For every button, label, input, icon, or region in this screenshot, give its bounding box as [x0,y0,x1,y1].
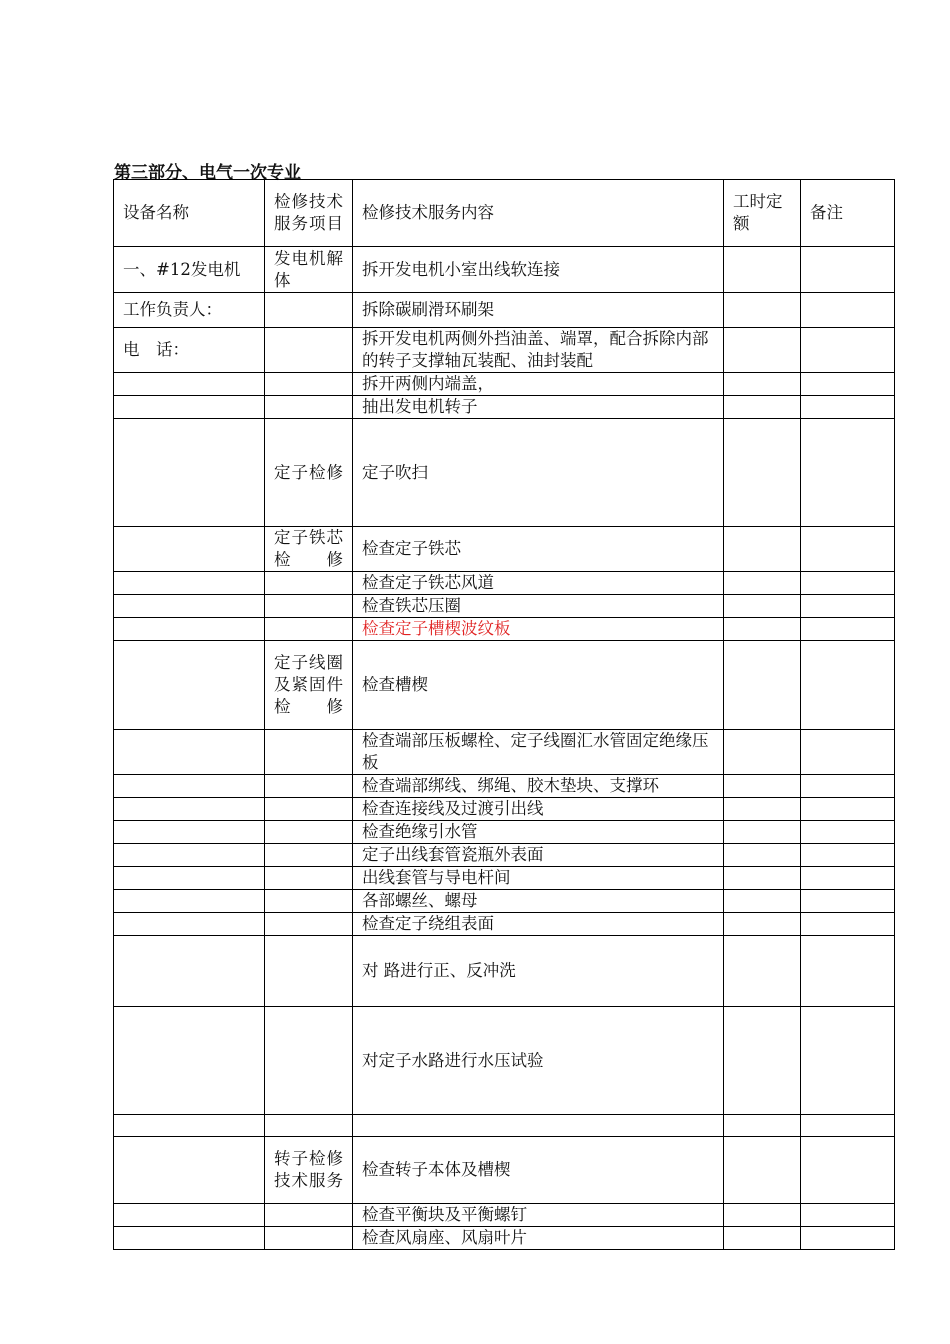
note-cell [801,328,895,373]
item-cell [265,775,353,798]
device-cell [114,913,265,936]
device-cell [114,527,265,572]
device-cell [114,572,265,595]
content-cell: 定子吹扫 [353,419,724,527]
note-cell [801,1007,895,1115]
quota-cell [724,730,801,775]
quota-cell [724,1007,801,1115]
device-cell [114,821,265,844]
item-cell [265,936,353,1007]
device-cell [114,1204,265,1227]
device-cell [114,890,265,913]
table-row [114,775,895,798]
item-cell [265,798,353,821]
content-cell: 检查转子本体及槽楔 [353,1137,724,1204]
note-cell [801,618,895,641]
quota-cell [724,1204,801,1227]
table-row [114,527,895,572]
table-row [114,913,895,936]
item-cell [265,595,353,618]
table-row [114,572,895,595]
item-cell [265,730,353,775]
quota-cell [724,1227,801,1250]
content-cell: 检查端部绑线、绑绳、胶木垫块、支撑环 [353,775,724,798]
content-cell: 检查定子绕组表面 [353,913,724,936]
quota-cell [724,798,801,821]
item-cell [265,890,353,913]
quota-cell [724,373,801,396]
content-cell: 拆开两侧内端盖， [353,373,724,396]
table-row [114,730,895,775]
table-header-row [114,180,895,247]
content-cell: 检查端部压板螺栓、定子线圈汇水管固定绝缘压板 [353,730,724,775]
quota-cell [724,913,801,936]
header-content: 检修技术服务内容 [353,180,724,247]
quota-cell [724,890,801,913]
content-cell: 检查定子槽楔波纹板 [353,618,724,641]
note-cell [801,641,895,730]
note-cell [801,527,895,572]
content-cell: 检查连接线及过渡引出线 [353,798,724,821]
content-cell: 检查定子铁芯风道 [353,572,724,595]
content-cell: 检查定子铁芯 [353,527,724,572]
section-heading: 第三部分、电气一次专业 [114,163,301,183]
table-row [114,641,895,730]
item-cell: 转子检修技术服务 [265,1137,353,1204]
header-quota: 工时定额 [724,180,801,247]
device-cell [114,595,265,618]
content-cell [353,1115,724,1137]
item-cell [265,821,353,844]
quota-cell [724,618,801,641]
table-row [114,328,895,373]
table-row [114,1007,895,1115]
table-row [114,890,895,913]
table-row [114,1137,895,1204]
device-cell [114,844,265,867]
note-cell [801,730,895,775]
quota-cell [724,527,801,572]
content-cell: 检查风扇座、风扇叶片 [353,1227,724,1250]
note-cell [801,373,895,396]
content-cell: 抽出发电机转子 [353,396,724,419]
item-cell [265,844,353,867]
note-cell [801,913,895,936]
device-cell: 电 话： [114,328,265,373]
note-cell [801,1227,895,1250]
table-row [114,1115,895,1137]
item-cell [265,618,353,641]
quota-cell [724,844,801,867]
item-cell: 定子铁芯检修 [265,527,353,572]
content-cell: 定子出线套管瓷瓶外表面 [353,844,724,867]
content-cell: 拆除碳刷滑环刷架 [353,293,724,328]
item-cell [265,867,353,890]
note-cell [801,293,895,328]
device-cell [114,798,265,821]
table-row [114,396,895,419]
device-cell [114,936,265,1007]
item-cell [265,1115,353,1137]
note-cell [801,890,895,913]
quota-cell [724,821,801,844]
table-row [114,798,895,821]
device-cell [114,373,265,396]
device-cell [114,867,265,890]
device-cell [114,775,265,798]
table-row [114,844,895,867]
content-cell: 拆开发电机两侧外挡油盖、端罩，配合拆除内部的转子支撑轴瓦装配、油封装配 [353,328,724,373]
content-cell: 检查绝缘引水管 [353,821,724,844]
note-cell [801,1137,895,1204]
content-cell: 对 路进行正、反冲洗 [353,936,724,1007]
table-row [114,618,895,641]
device-cell [114,730,265,775]
device-cell [114,396,265,419]
device-cell [114,1227,265,1250]
table-body [114,180,895,1250]
quota-cell [724,247,801,293]
content-cell: 各部螺丝、螺母 [353,890,724,913]
note-cell [801,572,895,595]
quota-cell [724,293,801,328]
table-row [114,419,895,527]
table-row [114,867,895,890]
item-cell [265,913,353,936]
quota-cell [724,1115,801,1137]
item-cell: 定子线圈及紧固件检修 [265,641,353,730]
quota-cell [724,641,801,730]
note-cell [801,247,895,293]
note-cell [801,419,895,527]
maintenance-table [113,179,895,1250]
device-cell [114,1137,265,1204]
table-row [114,595,895,618]
item-cell: 发电机解体 [265,247,353,293]
content-cell: 拆开发电机小室出线软连接 [353,247,724,293]
note-cell [801,1115,895,1137]
quota-cell [724,328,801,373]
table-row [114,936,895,1007]
item-cell [265,328,353,373]
quota-cell [724,595,801,618]
note-cell [801,936,895,1007]
device-cell [114,419,265,527]
note-cell [801,595,895,618]
device-cell [114,1007,265,1115]
item-cell [265,1227,353,1250]
quota-cell [724,936,801,1007]
content-cell: 出线套管与导电杆间 [353,867,724,890]
note-cell [801,775,895,798]
header-item: 检修技术服务项目 [265,180,353,247]
note-cell [801,1204,895,1227]
content-cell: 检查铁芯压圈 [353,595,724,618]
device-cell [114,1115,265,1137]
item-cell [265,1007,353,1115]
table-row [114,821,895,844]
note-cell [801,396,895,419]
item-cell [265,572,353,595]
device-cell: 工作负责人： [114,293,265,328]
content-cell: 对定子水路进行水压试验 [353,1007,724,1115]
table-row [114,247,895,293]
quota-cell [724,396,801,419]
quota-cell [724,775,801,798]
table-row [114,293,895,328]
quota-cell [724,1137,801,1204]
note-cell [801,867,895,890]
quota-cell [724,419,801,527]
note-cell [801,844,895,867]
header-device: 设备名称 [114,180,265,247]
device-cell [114,618,265,641]
header-note: 备注 [801,180,895,247]
quota-cell [724,867,801,890]
content-cell: 检查槽楔 [353,641,724,730]
note-cell [801,798,895,821]
device-cell [114,641,265,730]
table-row [114,373,895,396]
item-cell [265,373,353,396]
table-row [114,1227,895,1250]
device-cell: 一、#12发电机 [114,247,265,293]
content-cell: 检查平衡块及平衡螺钉 [353,1204,724,1227]
note-cell [801,821,895,844]
item-cell: 定子检修 [265,419,353,527]
quota-cell [724,572,801,595]
item-cell [265,1204,353,1227]
table-row [114,1204,895,1227]
item-cell [265,396,353,419]
item-cell [265,293,353,328]
